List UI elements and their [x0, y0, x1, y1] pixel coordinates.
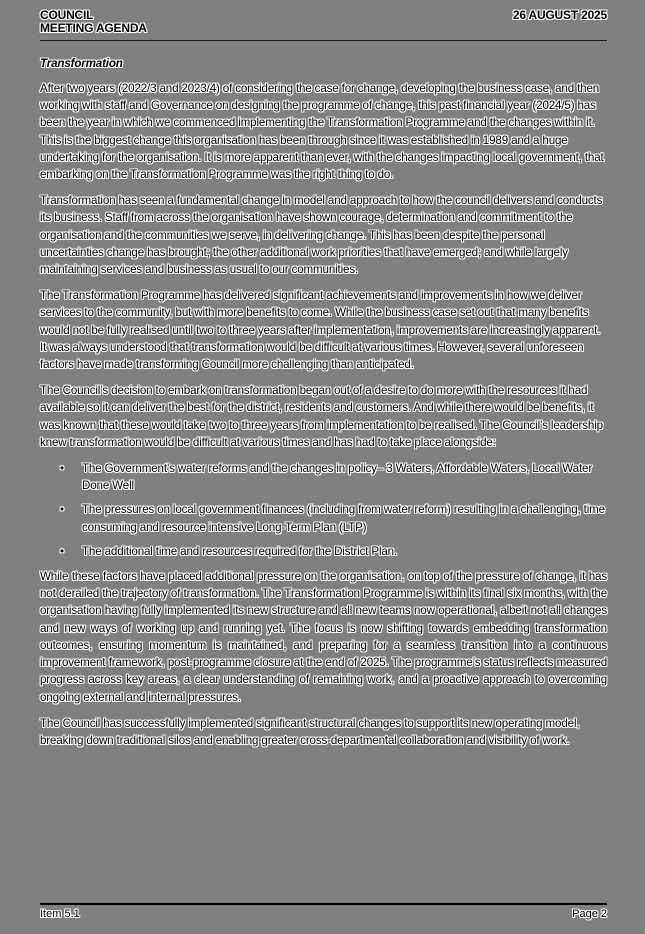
bullet-icon: •	[60, 462, 64, 476]
list-item	[40, 543, 607, 560]
list-item	[40, 460, 607, 494]
paragraph: After two years (2022/3 and 2023/4) of considering the case for change, developing the business case, and then working with staff and Governance on designing the programme of change, this past financial year (2024/5) has been the year in which we commenced implementing the Transformation Programme and the changes within it. This is the biggest change this organisation has been through since it was established in 1989 and a huge undertaking for the organisation. It is more apparent than ever, with the changes impacting local government, that embarking on the Transformation Programme was the right thing to do.	[40, 82, 604, 182]
bullet-icon: •	[60, 544, 64, 558]
bullet-list	[40, 460, 607, 560]
paragraph: The Transformation Programme has delivered significant achievements and improvements in how we deliver services to the community, but with more benefits to come. While the business case set out that many benefits would not be fully realised until two to three years after implementation, improvements are increasingly apparent. It was always understood that transformation would be difficult at various times. However, several unforeseen factors have made transforming Council more challenging than anticipated.	[40, 289, 601, 372]
list-item-text: The additional time and resources required for the District Plan.	[82, 544, 398, 558]
paragraph: The Council has successfully implemented significant structural changes to support its new operating model, breaking down traditional silos and enabling greater cross-departmental collaboration and visibility of work.	[40, 716, 580, 747]
page-footer	[40, 903, 607, 920]
footer-page-number: Page 2	[572, 908, 607, 920]
header-org-line2: MEETING AGENDA	[40, 21, 147, 35]
paragraph: While these factors have placed additional pressure on the organisation, on top of the pressure of change, it has not derailed the trajectory of transformation. The Transformation Programme is within its final six months, with the organisation having fully implemented its new structure and all new teams now operational, albeit not all changes and new ways of working up and running yet. The focus is now shifting towards embedding transformation outcomes, ensuring momentum is maintained, and preparing for a seamless transition into a continuous improvement framework, post-programme closure at the end of 2025. The programme’s status reflects measured progress across key areas, a clear understanding of remaining work, and a proactive approach to overcoming ongoing external and internal pressures.	[40, 570, 607, 704]
list-item	[40, 501, 607, 535]
header-org	[40, 9, 147, 35]
section-title: Transformation	[40, 57, 123, 70]
paragraph: Transformation has seen a fundamental change in model and approach to how the council delivers and conducts its business. Staff from across the organisation have shown courage, determination and commitment to the organisation and the communities we serve, in delivering change. This has been despite the personal uncertainties change has brought; the other additional work priorities that have emerged; and while largely maintaining services and business as usual to our communities.	[40, 194, 603, 277]
footer-item-number: Item 5.1	[40, 908, 80, 920]
document-body	[40, 55, 607, 758]
header-org-line1: COUNCIL	[40, 8, 94, 22]
paragraph: The Council’s decision to embark on transformation began out of a desire to do more with the resources it had available so it can deliver the best for the district, residents and customers. And while there would be benefits, it was known that these would take two to three years from implementation to be realised. The Council’s leadership knew transformation would be difficult at various times and has had to take place alongside:	[40, 384, 603, 449]
bullet-icon: •	[60, 503, 64, 517]
page-header	[40, 9, 607, 41]
list-item-text: The Government’s water reforms and the changes in policy– 3 Waters, Affordable Waters, Local Water Done Well	[82, 462, 593, 493]
list-item-text: The pressures on local government finances (including from water reform) resulting in a challenging, time consuming and resource intensive Long-Term Plan (LTP)	[82, 503, 605, 534]
header-date: 26 AUGUST 2025	[512, 8, 607, 22]
